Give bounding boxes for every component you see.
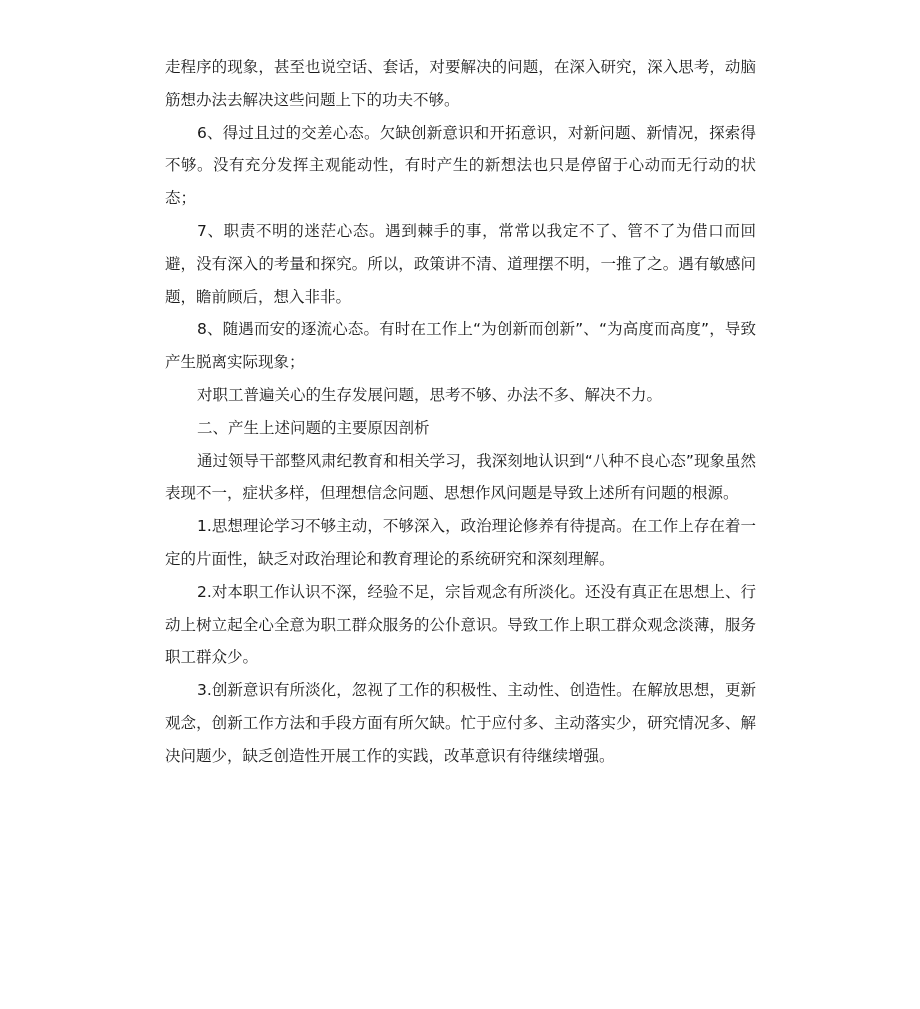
paragraph-item-6: 6、得过且过的交差心态。欠缺创新意识和开拓意识，对新问题、新情况，探索得不够。没有充分发挥主观能动性，有时产生的新想法也只是停留于心动而无行动的状态； [165, 123, 756, 208]
paragraph-item-8: 8、随遇而安的逐流心态。有时在工作上“为创新而创新”、“为高度而高度”，导致产生脱离实际现象； [165, 320, 756, 372]
paragraph-cause-3: 3.创新意识有所淡化，忽视了工作的积极性、主动性、创造性。在解放思想，更新观念，创新工作方法和手段方面有所欠缺。忙于应付多、主动落实少，研究情况多、解决问题少，缺乏创造性开展工作的实践，改革意识有待继续增强。 [165, 681, 756, 765]
paragraph-causes-intro: 通过领导干部整风肃纪教育和相关学习，我深刻地认识到“八种不良心态”现象虽然表现不一，症状多样，但理想信念问题、思想作风问题是导致上述所有问题的根源。 [165, 451, 756, 503]
paragraph-item-7: 7、职责不明的迷茫心态。遇到棘手的事，常常以我定不了、管不了为借口而回避，没有深入的考量和探究。所以，政策讲不清、道理摆不明，一推了之。遇有敏感问题，瞻前顾后，想入非非。 [165, 221, 756, 306]
section-heading-causes: 二、产生上述问题的主要原因剖析 [197, 418, 430, 437]
paragraph-worker-concern: 对职工普遍关心的生存发展问题，思考不够、办法不多、解决不力。 [197, 385, 663, 404]
paragraph-continuation: 走程序的现象，甚至也说空话、套话，对要解决的问题，在深入研究，深入思考，动脑筋想办法去解决这些问题上下的功夫不够。 [165, 58, 756, 109]
document-body [165, 51, 756, 773]
paragraph-cause-1: 1.思想理论学习不够主动，不够深入，政治理论修养有待提高。在工作上存在着一定的片面性，缺乏对政治理论和教育理论的系统研究和深刻理解。 [165, 517, 756, 568]
paragraph-cause-2: 2.对本职工作认识不深，经验不足，宗旨观念有所淡化。还没有真正在思想上、行动上树立起全心全意为职工群众服务的公仆意识。导致工作上职工群众观念淡薄，服务职工群众少。 [165, 582, 756, 667]
